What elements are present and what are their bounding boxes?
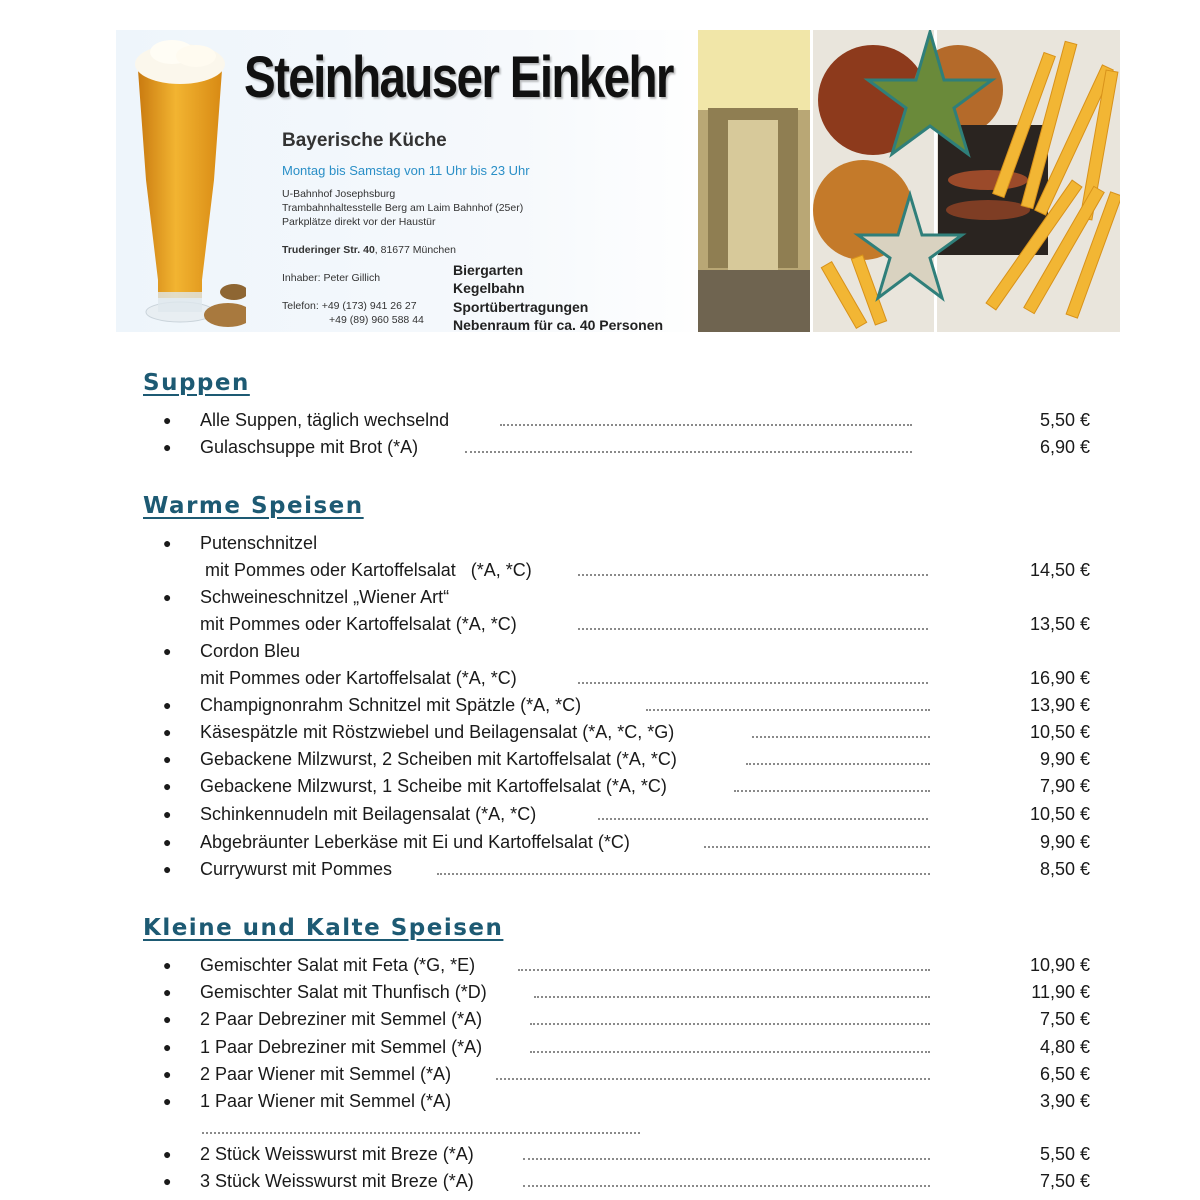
item-price: 7,50 €	[1039, 1171, 1090, 1191]
item-price: 7,90 €	[1039, 776, 1090, 796]
bullet-icon: ●	[163, 1173, 172, 1189]
item-price: 16,90 €	[1029, 668, 1090, 688]
item-price: 8,50 €	[1039, 859, 1090, 879]
menu-item	[0, 407, 1200, 434]
item-name: 2 Paar Wiener mit Semmel (*A)	[200, 1064, 452, 1084]
item-name: 2 Paar Debreziner mit Semmel (*A)	[200, 1009, 483, 1029]
item-name: 1 Paar Wiener mit Semmel (*A)	[200, 1091, 452, 1111]
menu-item	[0, 952, 1200, 979]
menu-item	[0, 1061, 1200, 1088]
item-price: 10,50 €	[1029, 804, 1090, 824]
dot-leader	[523, 1158, 930, 1160]
menu-item	[0, 530, 1200, 557]
item-price: 10,50 €	[1029, 722, 1090, 742]
dot-leader	[578, 682, 928, 684]
dot-leader	[465, 451, 912, 453]
transit-line: Trambahnhaltesstelle Berg am Laim Bahnhof (25er)	[282, 202, 524, 214]
item-price: 7,50 €	[1039, 1009, 1090, 1029]
bullet-icon: ●	[163, 1066, 172, 1082]
dot-leader	[530, 1023, 930, 1025]
item-name: 3 Stück Weisswurst mit Breze (*A)	[200, 1171, 474, 1191]
street: Truderinger Str. 40	[282, 244, 375, 256]
menu-item	[0, 584, 1200, 611]
menu-item	[0, 979, 1200, 1006]
bullet-icon: ●	[163, 412, 172, 428]
item-name: Schweineschnitzel „Wiener Art“	[200, 587, 450, 607]
dot-leader	[598, 818, 928, 820]
bullet-icon: ●	[163, 806, 172, 822]
item-name: Gemischter Salat mit Thunfisch (*D)	[200, 982, 487, 1002]
opening-hours: Montag bis Samstag von 11 Uhr bis 23 Uhr	[282, 163, 530, 178]
bullet-icon: ●	[163, 984, 172, 1000]
dot-leader	[646, 709, 930, 711]
section-title-warme-speisen: Warme Speisen	[143, 493, 364, 519]
dot-leader	[530, 1051, 930, 1053]
item-detail: mit Pommes oder Kartoffelsalat (*A, *C)	[200, 668, 517, 688]
item-name: Champignonrahm Schnitzel mit Spätzle (*A, *C)	[200, 695, 582, 715]
menu-item	[0, 692, 1200, 719]
menu-item-detail	[0, 665, 1200, 692]
menu-item	[0, 1141, 1200, 1168]
bullet-icon: ●	[163, 1146, 172, 1162]
food-photo-collage	[698, 30, 1120, 332]
item-price: 11,90 €	[1031, 982, 1090, 1002]
menu-item	[0, 773, 1200, 800]
dot-leader	[500, 424, 912, 426]
header-banner	[116, 30, 1120, 332]
transit-line: U-Bahnhof Josephsburg	[282, 188, 396, 200]
item-detail: mit Pommes oder Kartoffelsalat (*A, *C)	[200, 614, 517, 634]
feature-sport: Sportübertragungen	[453, 299, 589, 315]
item-name: Gebackene Milzwurst, 1 Scheibe mit Kartoffelsalat (*A, *C)	[200, 776, 667, 796]
item-name: Gebackene Milzwurst, 2 Scheiben mit Kartoffelsalat (*A, *C)	[200, 749, 677, 769]
dot-leader	[202, 1132, 640, 1134]
item-price: 9,90 €	[1039, 832, 1090, 852]
bullet-icon: ●	[163, 643, 172, 659]
bullet-icon: ●	[163, 861, 172, 877]
item-name: 2 Stück Weisswurst mit Breze (*A)	[200, 1144, 474, 1164]
bullet-icon: ●	[163, 724, 172, 740]
dot-leader	[523, 1185, 930, 1187]
menu-item	[0, 1034, 1200, 1061]
dot-leader	[746, 763, 930, 765]
item-name: Currywurst mit Pommes	[200, 859, 393, 879]
item-name: Abgebräunter Leberkäse mit Ei und Kartoffelsalat (*C)	[200, 832, 630, 852]
bullet-icon: ●	[163, 1093, 172, 1109]
bullet-icon: ●	[163, 1011, 172, 1027]
item-price: 3,90 €	[1039, 1091, 1090, 1111]
item-name: Gemischter Salat mit Feta (*G, *E)	[200, 955, 476, 975]
section-title-kalte-speisen: Kleine und Kalte Speisen	[143, 915, 504, 941]
phone-1: Telefon: +49 (173) 941 26 27	[282, 300, 417, 312]
item-price: 4,80 €	[1039, 1037, 1090, 1057]
city: , 81677 München	[374, 244, 456, 256]
dot-leader	[496, 1078, 930, 1080]
item-name: Käsespätzle mit Röstzwiebel und Beilagensalat (*A, *C, *G)	[200, 722, 675, 742]
item-name: Gulaschsuppe mit Brot (*A)	[200, 437, 419, 457]
bullet-icon: ●	[163, 589, 172, 605]
parking-line: Parkplätze direkt vor der Haustür	[282, 216, 436, 228]
bullet-icon: ●	[163, 834, 172, 850]
feature-nebenraum: Nebenraum für ca. 40 Personen	[453, 317, 664, 332]
feature-biergarten: Biergarten	[453, 262, 524, 278]
menu-item	[0, 719, 1200, 746]
bullet-icon: ●	[163, 957, 172, 973]
menu-item	[0, 1088, 1200, 1115]
section-title-suppen: Suppen	[143, 370, 250, 396]
dot-leader	[437, 873, 930, 875]
dot-leader	[734, 790, 930, 792]
dot-leader-row	[0, 1115, 1200, 1142]
menu-item	[0, 434, 1200, 461]
item-name: Cordon Bleu	[200, 641, 301, 661]
bullet-icon: ●	[163, 439, 172, 455]
cuisine-subtitle: Bayerische Küche	[282, 130, 447, 151]
menu-item	[0, 746, 1200, 773]
bullet-icon: ●	[163, 778, 172, 794]
item-name: Alle Suppen, täglich wechselnd	[200, 410, 450, 430]
item-price: 9,90 €	[1039, 749, 1090, 769]
bullet-icon: ●	[163, 1039, 172, 1055]
menu-item-detail	[0, 557, 1200, 584]
phone-2: +49 (89) 960 588 44	[329, 314, 424, 326]
dot-leader	[578, 574, 928, 576]
owner: Inhaber: Peter Gillich	[282, 272, 381, 284]
dot-leader	[704, 846, 930, 848]
address	[282, 244, 456, 256]
menu-item	[0, 638, 1200, 665]
item-name: 1 Paar Debreziner mit Semmel (*A)	[200, 1037, 483, 1057]
menu-item	[0, 801, 1200, 828]
item-price: 14,50 €	[1029, 560, 1090, 580]
dot-leader	[534, 996, 930, 998]
item-price: 10,90 €	[1029, 955, 1090, 975]
bullet-icon: ●	[163, 535, 172, 551]
item-detail: mit Pommes oder Kartoffelsalat (*A, *C)	[200, 560, 532, 580]
item-price: 5,50 €	[1039, 410, 1090, 430]
item-name: Putenschnitzel	[200, 533, 318, 553]
menu-item	[0, 829, 1200, 856]
item-name: Schinkennudeln mit Beilagensalat (*A, *C)	[200, 804, 537, 824]
menu-item-detail	[0, 611, 1200, 638]
dot-leader	[578, 628, 928, 630]
feature-kegelbahn: Kegelbahn	[453, 280, 525, 296]
menu-item	[0, 856, 1200, 883]
bullet-icon: ●	[163, 751, 172, 767]
menu-item	[0, 1006, 1200, 1033]
item-price: 6,90 €	[1039, 437, 1090, 457]
item-price: 13,90 €	[1029, 695, 1090, 715]
dot-leader	[518, 969, 930, 971]
item-price: 5,50 €	[1039, 1144, 1090, 1164]
item-price: 13,50 €	[1029, 614, 1090, 634]
menu-item	[0, 1168, 1200, 1195]
bullet-icon: ●	[163, 697, 172, 713]
item-price: 6,50 €	[1039, 1064, 1090, 1084]
beer-glass-image	[116, 30, 246, 332]
dot-leader	[752, 736, 930, 738]
restaurant-title: Steinhauser Einkehr	[244, 45, 673, 110]
